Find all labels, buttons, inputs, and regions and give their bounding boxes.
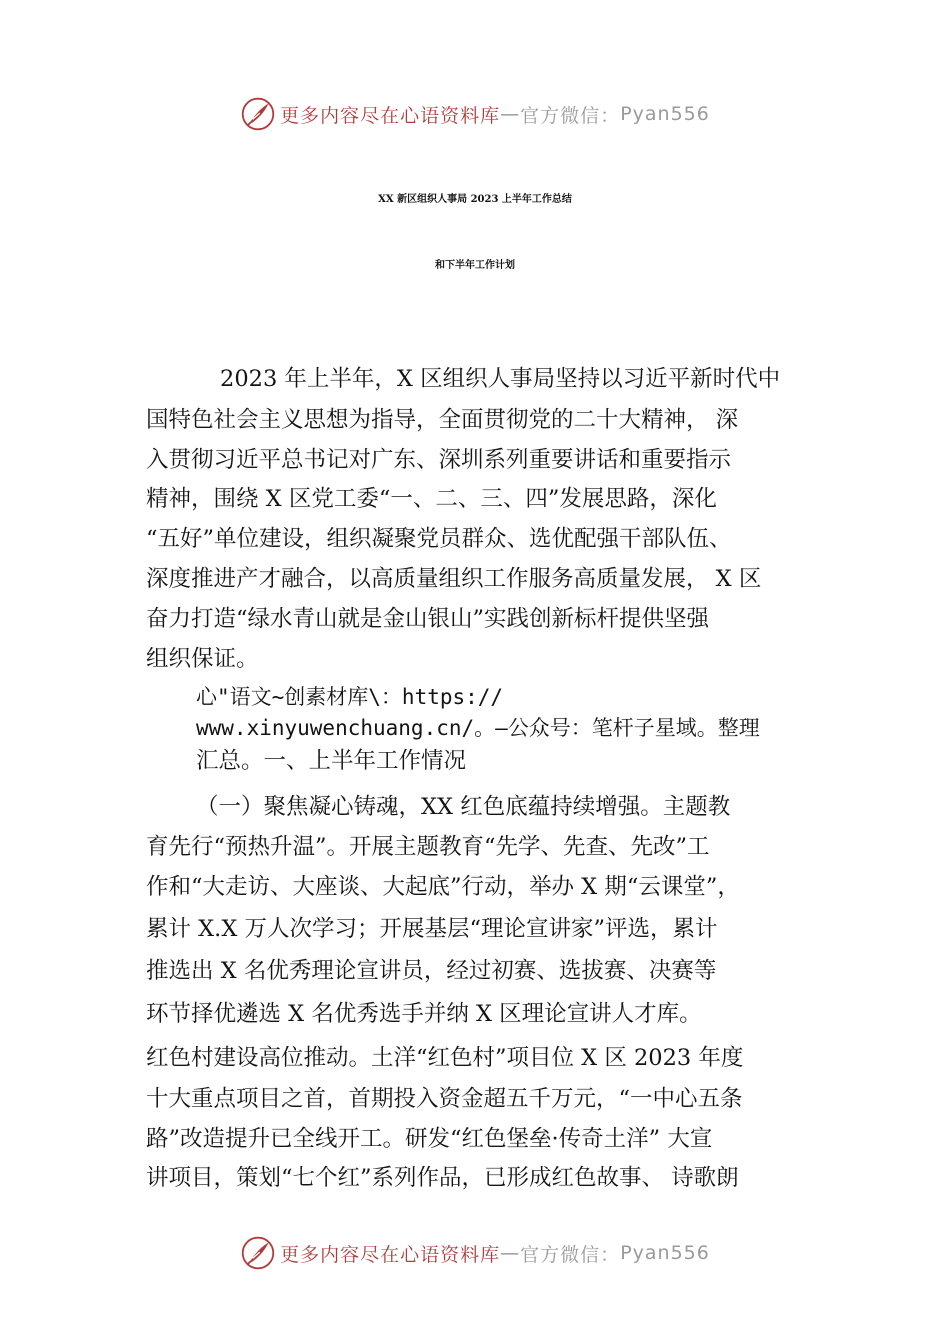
document-title-line-2: 和下半年工作计划 <box>435 260 515 271</box>
header-banner <box>0 94 950 134</box>
body-line: 2023 年上半年，X 区组织人事局坚持以习近平新时代中 <box>220 366 781 392</box>
banner-wechat-label: 官方微信： <box>520 104 621 127</box>
banner-slogan: 更多内容尽在心语资料库 <box>280 104 501 127</box>
body-line: 奋力打造“绿水青山就是金山银山”实践创新标杆提供坚强 <box>146 606 710 632</box>
body-line: 作和“大走访、大座谈、大起底”行动，举办 X 期“云课堂”， <box>146 874 740 900</box>
body-line-link: www.xinyuwenchuang.cn/。—公众号：笔杆子星域。整理 <box>196 716 760 740</box>
section-heading: 汇总。一、上半年工作情况 <box>196 748 467 774</box>
body-line: 路”改造提升已全线开工。研发“红色堡垒·传奇土洋” 大宣 <box>146 1126 713 1152</box>
body-line: 累计 X.X 万人次学习；开展基层“理论宣讲家”评选，累计 <box>146 916 718 942</box>
body-line: 讲项目，策划“七个红”系列作品，已形成红色故事、 诗歌朗 <box>146 1165 739 1191</box>
banner-dash: — <box>500 1242 521 1264</box>
body-line: 组织保证。 <box>146 646 259 672</box>
body-line: 入贯彻习近平总书记对广东、深圳系列重要讲话和重要指示 <box>146 447 732 473</box>
body-line: 育先行“预热升温”。开展主题教育“先学、先查、先改”工 <box>146 834 710 860</box>
document-title-line-1: XX 新区组织人事局 2023 上半年工作总结 <box>378 194 572 205</box>
body-line-link: 心"语文~创素材库\：https:// <box>196 685 504 709</box>
footer-banner <box>0 1233 950 1273</box>
banner-slogan: 更多内容尽在心语资料库 <box>280 1243 501 1266</box>
banner-wechat-id: Pyan556 <box>620 1242 710 1264</box>
banner-wechat-id: Pyan556 <box>620 103 710 125</box>
body-line: 环节择优遴选 X 名优秀选手并纳 X 区理论宣讲人才库。 <box>146 1001 702 1027</box>
body-line: 推选出 X 名优秀理论宣讲员，经过初赛、选拔赛、决赛等 <box>146 958 717 984</box>
body-line: “五好”单位建设，组织凝聚党员群众、选优配强干部队伍、 <box>146 526 732 552</box>
body-line: 深度推进产才融合，以高质量组织工作服务高质量发展， X 区 <box>146 566 762 592</box>
body-line: 十大重点项目之首，首期投入资金超五千万元，“一中心五条 <box>146 1086 743 1112</box>
body-line: （一）聚焦凝心铸魂，XX 红色底蕴持续增强。主题教 <box>196 794 731 820</box>
banner-dash: — <box>500 103 521 125</box>
body-line: 红色村建设高位推动。土洋“红色村”项目位 X 区 2023 年度 <box>146 1045 744 1071</box>
body-line: 精神，围绕 X 区党工委“一、二、三、四”发展思路，深化 <box>146 486 717 512</box>
body-line: 国特色社会主义思想为指导，全面贯彻党的二十大精神， 深 <box>146 407 739 433</box>
feather-pen-logo-icon <box>240 96 276 132</box>
banner-wechat-label: 官方微信： <box>520 1243 621 1266</box>
feather-pen-logo-icon <box>240 1235 276 1271</box>
